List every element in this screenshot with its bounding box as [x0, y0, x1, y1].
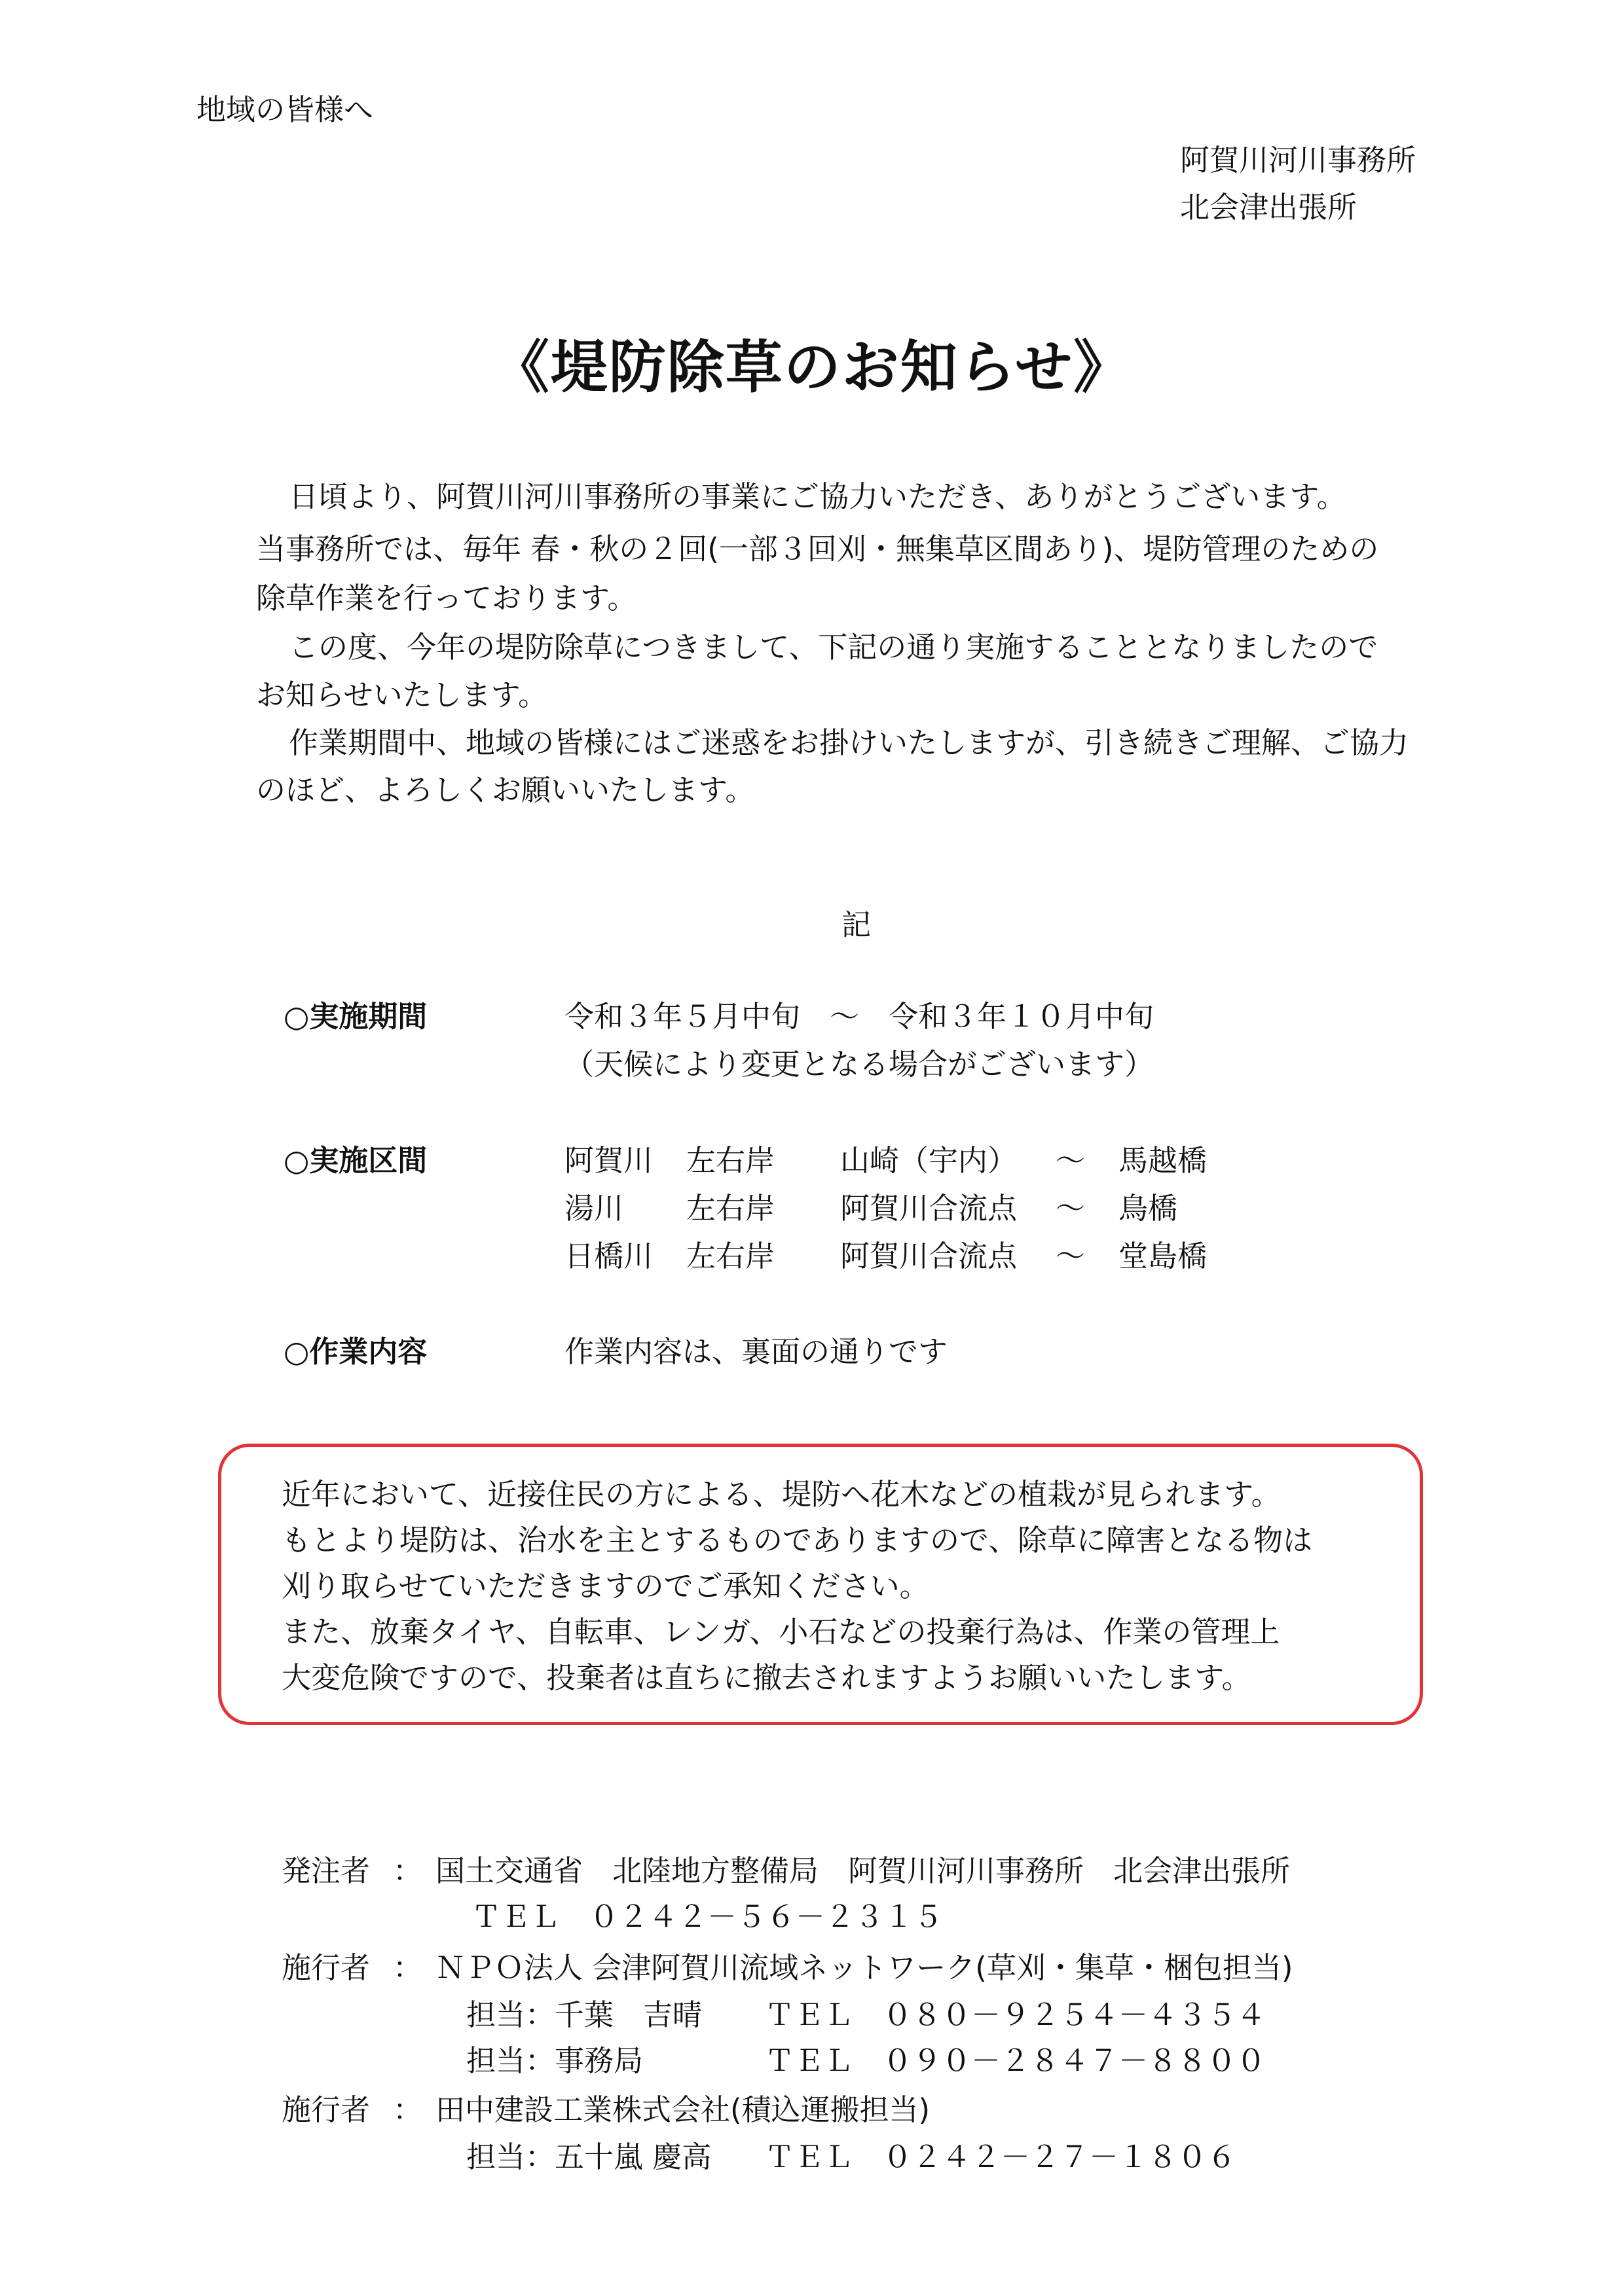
work-value: 作業内容は、裏面の通りです — [564, 1334, 948, 1369]
section-bank: 左右岸 — [686, 1143, 775, 1178]
orderer-label: 発注者 — [282, 1853, 371, 1888]
body-line: のほど、よろしくお願いいたします。 — [256, 773, 755, 807]
notice-line: 刈り取らせていただきますのでご承知ください。 — [282, 1569, 929, 1603]
orderer-tel: ＴＥＬ ０２４２－５６－２３１５ — [471, 1899, 944, 1934]
section-river: 日橋川 — [564, 1239, 654, 1273]
orderer-name: 国土交通省 北陸地方整備局 阿賀川河川事務所 北会津出張所 — [435, 1853, 1291, 1888]
section-from: 阿賀川合流点 — [840, 1191, 1018, 1226]
section-tilde: ～ — [1056, 1143, 1086, 1178]
notice-line: また、放棄タイヤ、自転車、レンガ、小石などの投棄行為は、作業の管理上 — [282, 1614, 1280, 1649]
section-river: 湯川 — [564, 1191, 624, 1226]
sender-office: 阿賀川河川事務所 — [1180, 143, 1416, 177]
notice-line: 近年において、近接住民の方による、堤防へ花木などの植栽が見られます。 — [282, 1477, 1281, 1512]
contractor2-colon: ： — [393, 2092, 423, 2127]
section-tilde: ～ — [1056, 1239, 1086, 1273]
orderer-colon: ： — [393, 1853, 423, 1888]
period-value: 令和３年５月中旬 ～ 令和３年１０月中旬 — [564, 999, 1154, 1034]
section-from: 阿賀川合流点 — [840, 1239, 1018, 1273]
body-line: この度、今年の堤防除草につきまして、下記の通り実施することとなりましたので — [289, 630, 1378, 665]
section-bank: 左右岸 — [686, 1239, 775, 1273]
contractor2-tel: ＴＥＬ ０２４２－２７－１８０６ — [765, 2140, 1237, 2174]
contractor1-tel1: ＴＥＬ ０８０－９２５４－４３５４ — [765, 1997, 1266, 2032]
section-to: 堂島橋 — [1118, 1239, 1208, 1273]
ki-heading: 記 — [841, 907, 872, 942]
body-line: 当事務所では、毎年 春・秋の２回(一部３回刈・無集草区間あり)、堤防管理のための — [256, 532, 1379, 566]
contractor2-person: 担当：五十嵐 慶高 — [466, 2140, 712, 2174]
contractor1-person1: 担当：千葉 吉晴 — [466, 1997, 703, 2032]
body-line: 日頃より、阿賀川河川事務所の事業にご協力いただき、ありがとうございます。 — [289, 479, 1346, 514]
period-note: （天候により変更となる場合がございます） — [564, 1047, 1154, 1082]
section-to: 鳥橋 — [1118, 1191, 1178, 1226]
contractor2-name: 田中建設工業株式会社(積込運搬担当) — [435, 2092, 931, 2127]
section-bank: 左右岸 — [686, 1191, 775, 1226]
sender-branch: 北会津出張所 — [1180, 190, 1357, 225]
body-line: お知らせいたします。 — [256, 678, 548, 712]
contractor1-label: 施行者 — [282, 1950, 371, 1985]
notice-line: もとより堤防は、治水を主とするものでありますので、除草に障害となる物は — [282, 1523, 1313, 1558]
section-from: 山崎（宇内） — [840, 1143, 1018, 1178]
section-to: 馬越橋 — [1118, 1143, 1208, 1178]
work-label: ○作業内容 — [284, 1334, 428, 1369]
page-title: 《堤防除草のお知らせ》 — [492, 334, 1132, 401]
section-river: 阿賀川 — [564, 1143, 654, 1178]
contractor1-tel2: ＴＥＬ ０９０－２８４７－８８００ — [765, 2043, 1266, 2078]
contractor1-name: ＮＰＯ法人 会津阿賀川流域ネットワーク(草刈・集草・梱包担当) — [435, 1950, 1293, 1985]
period-label: ○実施期間 — [284, 999, 428, 1034]
body-line: 除草作業を行っております。 — [256, 581, 637, 615]
section-label: ○実施区間 — [284, 1143, 428, 1178]
section-tilde: ～ — [1056, 1191, 1086, 1226]
notice-line: 大変危険ですので、投棄者は直ちに撤去されますようお願いいたします。 — [282, 1660, 1251, 1695]
body-line: 作業期間中、地域の皆様にはご迷惑をお掛けいたしますが、引き続きご理解、ご協力 — [289, 725, 1409, 760]
contractor1-person2: 担当：事務局 — [466, 2043, 644, 2078]
contractor2-label: 施行者 — [282, 2092, 371, 2127]
recipient-line: 地域の皆様へ — [196, 92, 374, 127]
contractor1-colon: ： — [393, 1950, 423, 1985]
